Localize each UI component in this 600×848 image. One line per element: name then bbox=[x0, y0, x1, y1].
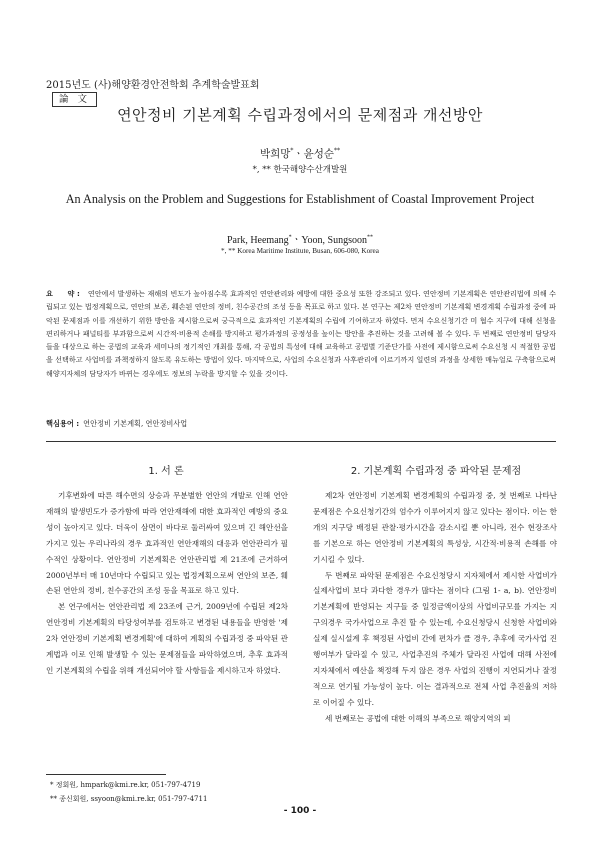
author-2-mark: ** bbox=[334, 147, 341, 155]
author-1-name: 박희망 bbox=[259, 148, 291, 160]
author-2-name: 윤성순 bbox=[303, 148, 335, 160]
abstract-divider bbox=[46, 441, 556, 442]
keywords bbox=[46, 419, 187, 429]
footnote-2: ** 종신회원, ssyoon@kmi.re.kr, 051-797-4711 bbox=[50, 795, 208, 803]
author-1-name-en: Park, Heemang bbox=[226, 235, 289, 246]
title-korean: 연안정비 기본계획 수립과정에서의 문제점과 개선방안 bbox=[117, 106, 483, 124]
paragraph: 제2차 연안정비 기본계획 변경계획의 수립과정 중, 첫 번째로 나타난 문제점은 수요신청기간의 엄수가 이루어지지 않고 있다는 점이다. 이는 한 개의 지구당 배정된 관찰·평가시간을 감소시킬 뿐 아니라, 전수 현장조사를 기본으로 하는 연안정비 기본계획의 특성상, 시간적·비용적 손해를 야기시킬 수 있다. bbox=[313, 491, 557, 564]
author-1-mark-en: * bbox=[288, 234, 292, 241]
left-column bbox=[46, 488, 288, 679]
author-2-name-en: Yoon, Sungsoon bbox=[301, 235, 367, 246]
keywords-label: 핵심용어 : bbox=[46, 419, 80, 428]
author-2-mark-en: ** bbox=[367, 234, 373, 241]
abstract-label: 요 약 : bbox=[46, 289, 80, 298]
authors-korean bbox=[0, 146, 600, 161]
right-column bbox=[313, 488, 557, 727]
paragraph: 세 번째로는 공법에 대한 이해의 부족으로 해양지역의 피 bbox=[325, 713, 511, 723]
author-1-mark: * bbox=[290, 147, 294, 155]
page-number: - 100 - bbox=[283, 806, 317, 816]
paragraph: 기후변화에 따른 해수면의 상승과 무분별한 연안의 개발로 인해 연안재해의 발생빈도가 증가함에 따라 연안재해에 대한 효과적인 예방의 중요성이 높아지고 있다. 더욱이 삼면이 바다로 둘러싸여 있으며 긴 해안선을 가지고 있는 우리나라의 경우 효과적인 연안재해의 대응과 연안관리가 필수적인 상황이다. 연안정비 기본계획은 연안관리법 제 21조에 근거하여2000년부터 매 10년마다 수립되고 있는 법정계획으로써 연안의 보존, 훼손된 연안의 정비, 친수공간의 조성 등을 목표로 하고 있다. bbox=[46, 491, 288, 596]
section-1-heading: 1. 서 론 bbox=[148, 466, 184, 477]
paragraph: 본 연구에서는 연안관리법 제 23조에 근거, 2009년에 수립된 제2차 연안정비 기본계획의 타당성여부를 검토하고 변경된 내용들을 반영한 '제2차 연안정비 기본계획 변경계획'에 대하여 계획의 수립과정 중 파악된 관계법과 이로 인해 발생할 수 있는 문제점들을 파악하였으며, 추후 효과적인 기본계획의 수립을 위해 개선되어야 할 사항들을 제시하고자 하였다. bbox=[46, 602, 288, 675]
conference-name: 2015년도 (사)해양환경안전학회 추계학술발표회 bbox=[46, 80, 260, 91]
abstract bbox=[46, 287, 556, 380]
footnote-divider bbox=[46, 774, 166, 775]
author-separator: ㆍ bbox=[293, 148, 304, 160]
authors-english bbox=[0, 231, 600, 246]
affiliation-korean: *, ** 한국해양수산개발원 bbox=[252, 165, 348, 175]
author-separator-en: ㆍ bbox=[291, 235, 302, 246]
affiliation-english: *, ** Korea Maritime Institute, Busan, 606-080, Korea bbox=[221, 247, 379, 255]
article-type-tag: 論 文 bbox=[52, 92, 97, 107]
footnote-1: * 정회원, hmpark@kmi.re.kr, 051-797-4719 bbox=[50, 781, 201, 789]
title-english: An Analysis on the Problem and Suggestions for Establishment of Coastal Improvement Project bbox=[65, 192, 535, 206]
section-2-heading: 2. 기본계획 수립과정 중 파악된 문제점 bbox=[350, 466, 522, 477]
paragraph: 두 번째로 파악된 문제점은 수요신청당시 지자체에서 제시한 사업비가 실제사업비 보다 과다한 경우가 많다는 점이다 (그림 1- a, b). 연안정비 기본계획에 반영되는 지구들 중 일정금액이상의 사업비규모를 가지는 지구의경우 국가사업으로 추진 할 수 있는데, 수요신청당시 신청한 사업비와 실제 실시설계 후 책정된 사업비 간에 편차가 클 경우, 추후에 국가사업 진행여부가 달라질 수 있고, 사업추진의 주체가 달라진 사업에 대해 사전에 지자체에서 예산을 책정해 두지 않은 경우 사업의 진행이 지연되거나 잘정적으로 연기될 가능성이 높다. 이는 결과적으로 전체 사업 추진율의 저하로 이어질 수 있다. bbox=[313, 570, 557, 707]
abstract-text: 연안에서 발생하는 재해의 빈도가 높아짐수록 효과적인 연안관리와 예방에 대한 중요성 또한 강조되고 있다. 연안정비 기본계획은 연안관리법에 의해 수립되고 있는 법정계획으로, 연안의 보존, 훼손된 연안의 정비, 친수공간의 조성 등을 목표로 하고 있다. 본 연구는 제2차 연안정비 기본계획 변경계획 수립과정 중에 파악된 문제점과 이를 개선하기 위한 방안을 제시함으로써 궁극적으로 효과적인 기본계획의 수립에 기여하고자 하였다. 먼저 수요신청기간 미 협수 지구에 대해 신청을 편리하거나 패널티를 부과함으로써 시간적·비용적 손해를 방지하고 평가과정의 공정성을 높이는 방안을 추진하는 것을 고려해 볼 수 있다. 두 번째로 연안정비 담당자들을 대상으로 하는 공법의 교육과 세미나의 정기적인 개최를 통해, 각 공법의 특성에 대해 교육하고 공법별 기준단가를 사전에 제시함으로써 수요신청 시 적절한 공법을 선택하고 사업비를 과책정하지 않도록 유도하는 방법이 있다. 마지막으로, 사업의 수요신청과 사후관리에 이르기까지 일련의 과정을 상세한 매뉴얼로 구축함으로써 해양지자체의 담당자가 바뀌는 경우에도 정보의 누락을 방지할 수 있을 것이다. bbox=[46, 289, 556, 378]
keywords-text: 연안정비 기본계획, 연안정비사업 bbox=[83, 419, 188, 428]
